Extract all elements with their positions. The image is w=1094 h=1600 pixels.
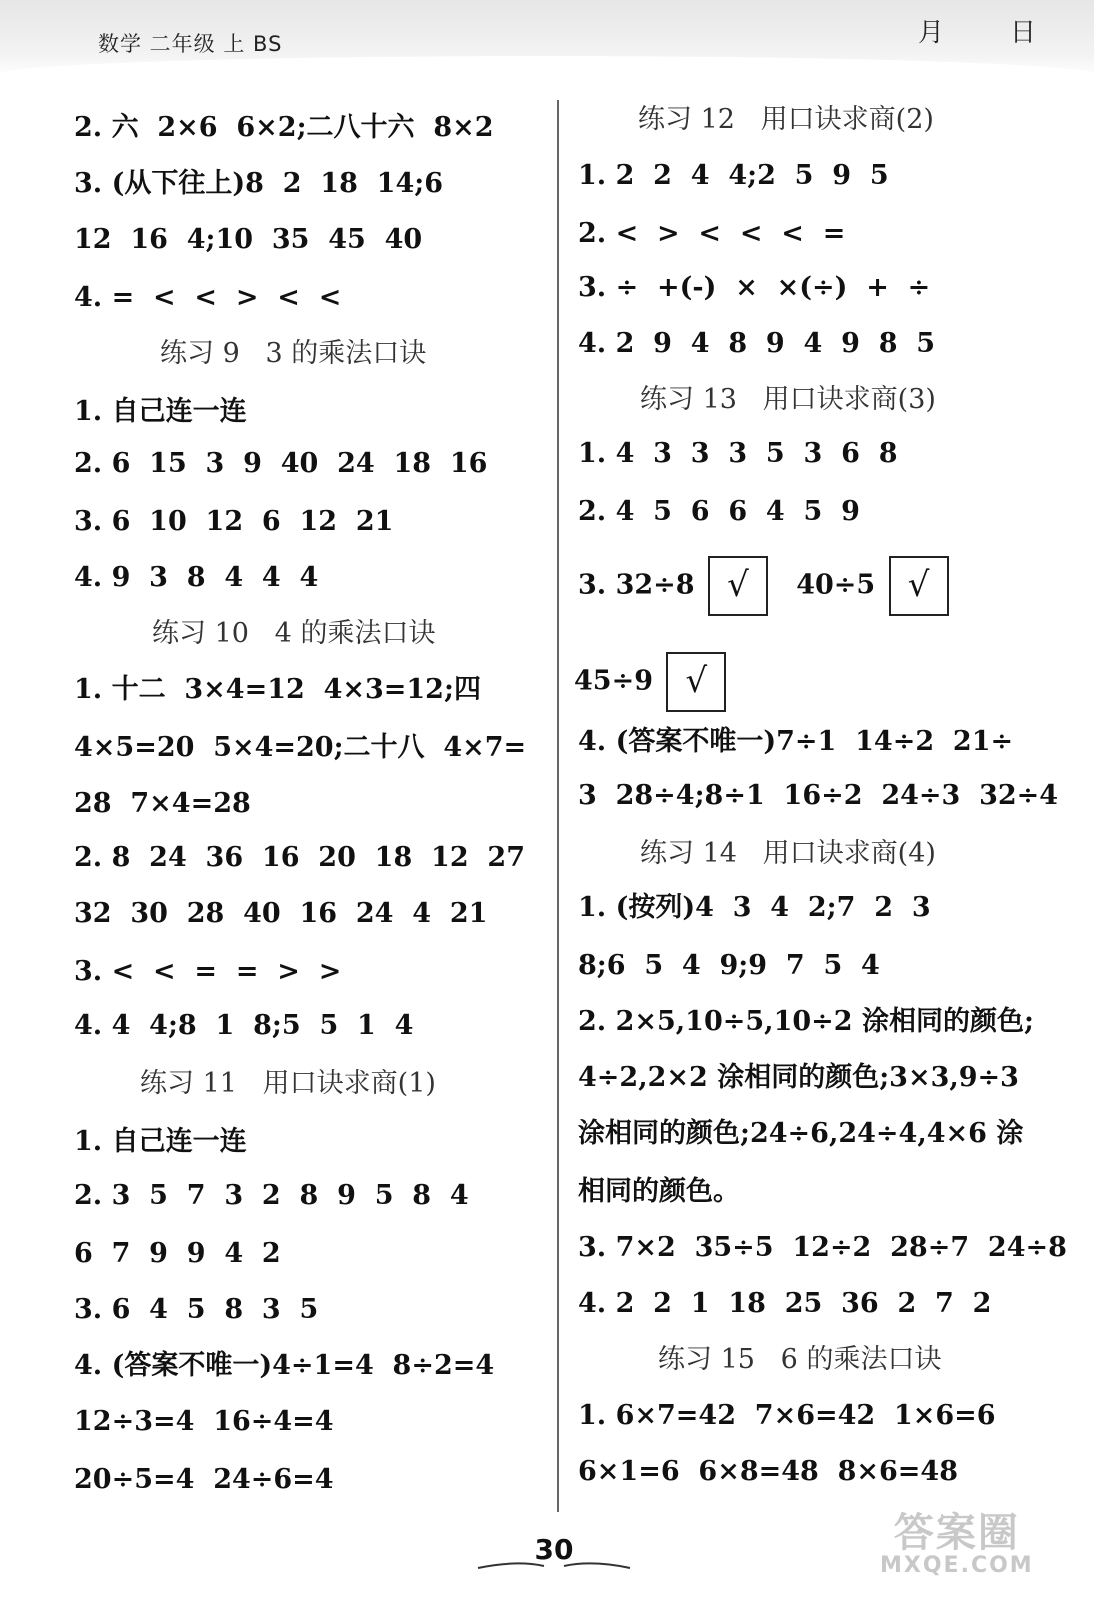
section-title: 练习 13 用口诀求商(3) [640, 384, 936, 415]
watermark [880, 1512, 1034, 1577]
answer-line: 4. 2 2 1 18 25 36 2 7 2 [578, 1288, 992, 1319]
answer-line: 相同的颜色。 [578, 1176, 740, 1207]
check-box: √ [889, 556, 949, 616]
expression: 40÷5 [796, 569, 876, 601]
answer-line: 2. 6 15 3 9 40 24 18 16 [74, 448, 488, 479]
answer-line: 3. ÷ +(-) × ×(÷) + ÷ [578, 272, 931, 303]
answer-line: 28 7×4=28 [74, 788, 251, 819]
answer-line: 1. 4 3 3 3 5 3 6 8 [578, 438, 898, 469]
answer-line: 2. 8 24 36 16 20 18 12 27 [74, 842, 525, 873]
answer-line: 1. 6×7=42 7×6=42 1×6=6 [578, 1400, 996, 1431]
section-title: 练习 11 用口诀求商(1) [140, 1068, 436, 1099]
answer-line: 20÷5=4 24÷6=4 [74, 1464, 334, 1495]
section-title: 练习 9 3 的乘法口诀 [160, 338, 427, 369]
answer-line: 4. 9 3 8 4 4 4 [74, 562, 319, 593]
answer-line: 2. 六 2×6 6×2;二八十六 8×2 [74, 112, 494, 143]
answer-line: 6 7 9 9 4 2 [74, 1238, 281, 1269]
answer-line [574, 652, 726, 712]
answer-line: 3. < < = = > > [74, 956, 342, 987]
answer-line: 3 28÷4;8÷1 16÷2 24÷3 32÷4 [578, 780, 1059, 811]
answer-line: 6×1=6 6×8=48 8×6=48 [578, 1456, 958, 1487]
answer-line: 4. (答案不唯一)7÷1 14÷2 21÷ [578, 726, 1014, 757]
answer-line: 涂相同的颜色;24÷6,24÷4,4×6 涂 [578, 1118, 1024, 1149]
answer-line: 2. 3 5 7 3 2 8 9 5 8 4 [74, 1180, 469, 1211]
page-number-ornament [476, 1560, 632, 1570]
expression: 3. 32÷8 [578, 569, 695, 601]
check-box: √ [666, 652, 726, 712]
answer-line: 4. (答案不唯一)4÷1=4 8÷2=4 [74, 1350, 495, 1381]
answer-line: 2. < > < < < = [578, 218, 846, 249]
section-title: 练习 14 用口诀求商(4) [640, 838, 936, 869]
answer-line: 4. 2 9 4 8 9 4 9 8 5 [578, 328, 936, 359]
answer-line [578, 556, 949, 616]
answer-line: 2. 2×5,10÷5,10÷2 涂相同的颜色; [578, 1006, 1034, 1037]
answer-line: 12÷3=4 16÷4=4 [74, 1406, 334, 1437]
header-subject: 数学 二年级 上 BS [98, 32, 283, 56]
column-divider [557, 100, 559, 1512]
answer-line: 3. (从下往上)8 2 18 14;6 [74, 168, 444, 199]
header-month: 月 [918, 18, 945, 48]
answer-line: 4÷2,2×2 涂相同的颜色;3×3,9÷3 [578, 1062, 1019, 1093]
answer-line: 1. 2 2 4 4;2 5 9 5 [578, 160, 889, 191]
answer-line: 32 30 28 40 16 24 4 21 [74, 898, 488, 929]
page-number: 30 [534, 1533, 574, 1566]
answer-line: 1. 自己连一连 [74, 1126, 247, 1157]
answer-line: 1. (按列)4 3 4 2;7 2 3 [578, 892, 931, 923]
expression: 45÷9 [574, 665, 653, 697]
section-title: 练习 10 4 的乘法口诀 [152, 618, 436, 649]
answer-line: 3. 7×2 35÷5 12÷2 28÷7 24÷8 [578, 1232, 1067, 1263]
answer-line: 3. 6 10 12 6 12 21 [74, 506, 394, 537]
section-title: 练习 12 用口诀求商(2) [638, 104, 934, 135]
answer-line: 1. 自己连一连 [74, 396, 247, 427]
answer-line: 8;6 5 4 9;9 7 5 4 [578, 950, 880, 981]
answer-line: 4. 4 4;8 1 8;5 5 1 4 [74, 1010, 414, 1041]
answer-line: 1. 十二 3×4=12 4×3=12;四 [74, 674, 481, 705]
section-title: 练习 15 6 的乘法口诀 [658, 1344, 942, 1375]
watermark-url: MXQE.COM [880, 1553, 1034, 1578]
answer-line: 4. = < < > < < [74, 282, 342, 313]
answer-line: 4×5=20 5×4=20;二十八 4×7= [74, 732, 527, 763]
answer-line: 2. 4 5 6 6 4 5 9 [578, 496, 860, 527]
check-box: √ [708, 556, 768, 616]
answer-line: 12 16 4;10 35 45 40 [74, 224, 423, 255]
watermark-logo-text: 答案圈 [893, 1510, 1020, 1556]
answer-line: 3. 6 4 5 8 3 5 [74, 1294, 319, 1325]
header-day: 日 [1010, 18, 1037, 48]
